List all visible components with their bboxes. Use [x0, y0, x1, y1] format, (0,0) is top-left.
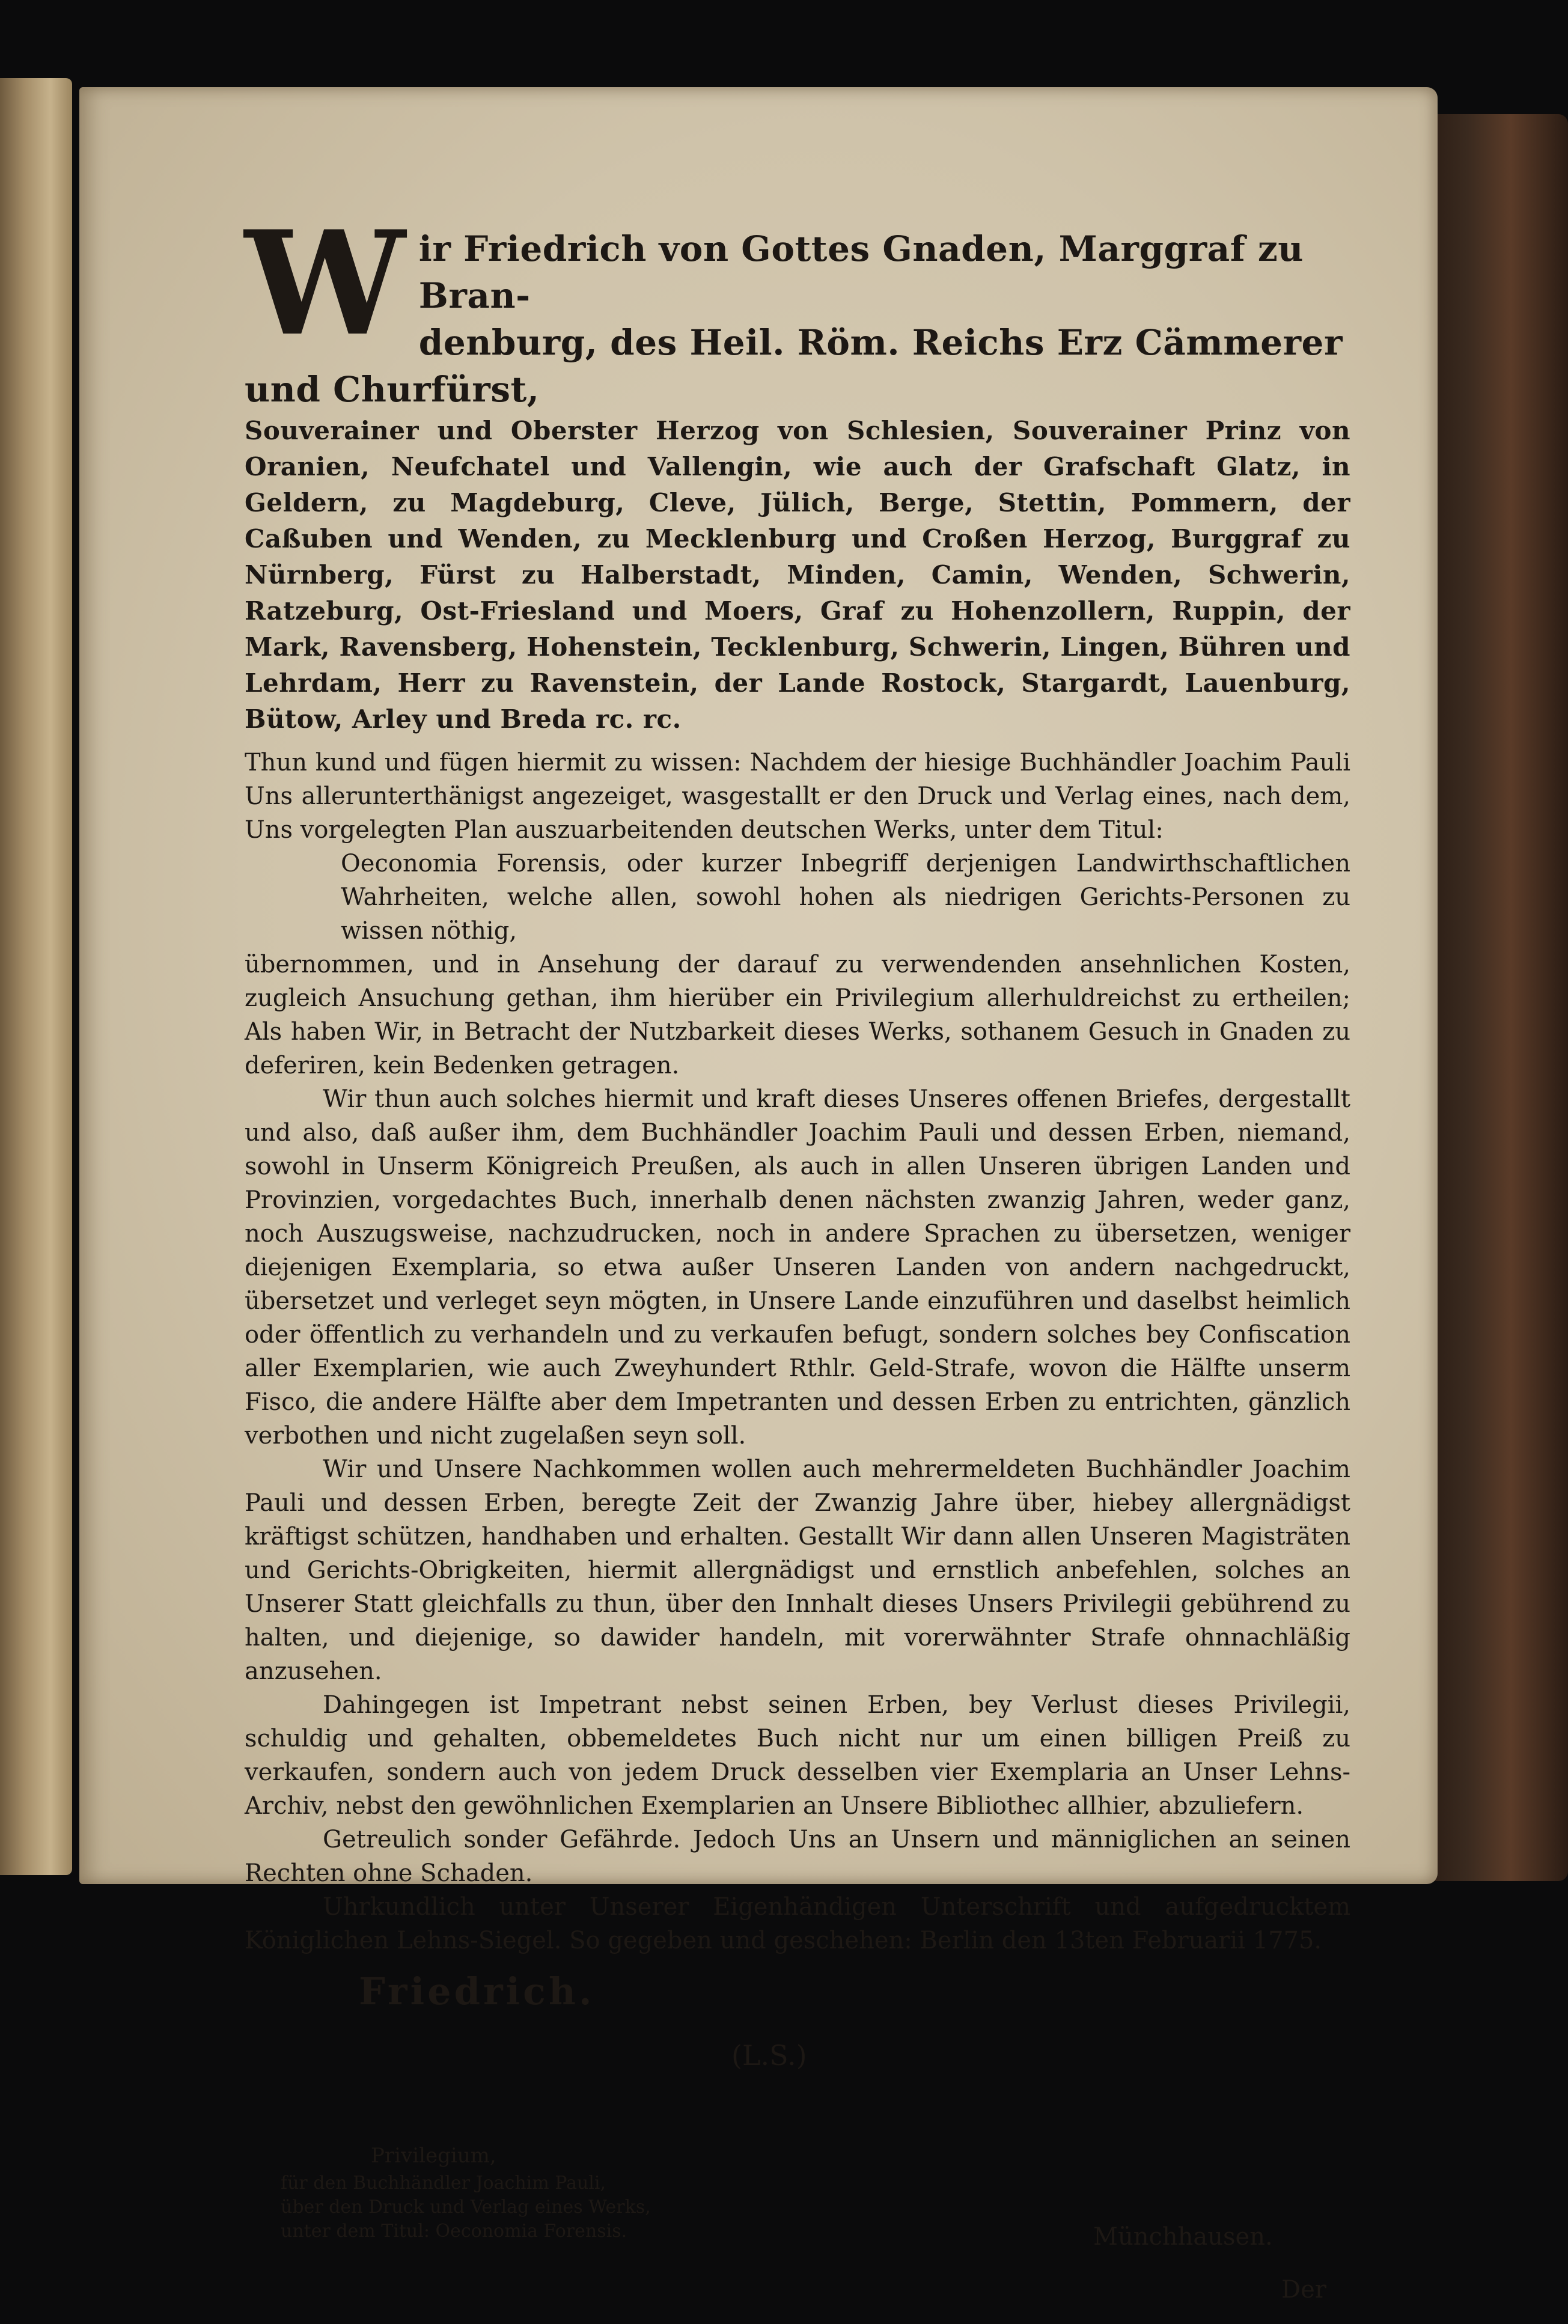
- countersignature: Münchhausen.: [1093, 2223, 1273, 2251]
- page-content: [245, 200, 1350, 2324]
- paragraph-certification: Uhrkundlich unter Unserer Eigenhändigen Unterschrift und aufgedrucktem Königlichen Lehns-Siegel. So gegeben und geschehen: Berlin den 13ten Februarii 1775.: [245, 1893, 1350, 1954]
- left-page-edge: [0, 78, 72, 1875]
- book-page: [79, 87, 1438, 2304]
- paragraph-announcement: Thun kund und fügen hiermit zu wissen: Nachdem der hiesige Buchhändler Joachim Pauli Uns allerunterthänigst angezeiget, wasgestallt er den Druck und Verlag eines, nach dem, Uns vorgelegten Plan auszuarbeitenden deutschen Werks, unter dem Titul:: [245, 749, 1350, 844]
- paragraph-obligations: Dahingegen ist Impetrant nebst seinen Erben, bey Verlust dieses Privilegii, schuldig und gehalten, obbemeldetes Buch nicht nur um einen billigen Preiß zu verkaufen, sondern auch von jedem Druck desselben vier Exemplaria an Unser Lehns-Archiv, nebst den gewöhnlichen Exemplarien an Unsere Bibliothec allhier, abzuliefern.: [245, 1691, 1350, 1820]
- paragraph-faithfully: Getreulich sonder Gefährde. Jedoch Uns an Unsern und männiglichen an seinen Rechten ohne Schaden.: [245, 1826, 1350, 1887]
- book-title-quote: Oeconomia Forensis, oder kurzer Inbegriff derjenigen Landwirthschaftlichen Wahrheiten, welche allen, sowohl hohen als niedrigen Gerichts-Personen zu wissen nöthig,: [341, 850, 1350, 945]
- paragraph-grant: Wir thun auch solches hiermit und kraft dieses Unseres offenen Briefes, dergestallt und also, daß außer ihm, dem Buchhändler Joachim Pauli und dessen Erben, niemand, sowohl in Unserm Königreich Preußen, als auch in allen Unseren übrigen Landen und Provinzien, vorgedachtes Buch, innerhalb denen nächsten zwanzig Jahren, weder ganz, noch Auszugsweise, nachzudrucken, noch in andere Sprachen zu übersetzen, weniger diejenigen Exemplaria, so etwa außer Unseren Landen von andern nachgedruckt, übersetzet und verleget seyn mögten, in Unsere Lande einzuführen und daselbst heimlich oder öffentlich zu verhandeln und zu verkaufen befugt, sondern solches bey Confiscation aller Exemplarien, wie auch Zweyhundert Rthlr. Geld-Strafe, wovon die Hälfte unserm Fisco, die andere Hälfte aber dem Impetranten und dessen Erben zu entrichten, gänzlich verbothen und nicht zugelaßen seyn soll.: [245, 1085, 1350, 1450]
- seal-mark: (L.S.): [731, 2039, 807, 2072]
- opening-line-2: denburg, des Heil. Röm. Reichs Erz Cämmerer und Churfürst,: [245, 322, 1343, 410]
- paragraph-protection: Wir und Unsere Nachkommen wollen auch mehrermeldeten Buchhändler Joachim Pauli und dessen Erben, beregte Zeit der Zwanzig Jahre über, hiebey allergnädigst kräftigst schützen, handhaben und erhalten. Gestallt Wir dann allen Unseren Magisträten und Gerichts-Obrigkeiten, hiermit allergnädigst und ernstlich anbefehlen, solches an Unserer Statt gleichfalls zu thun, über den Innhalt dieses Unsers Privilegii gebührend zu halten, und diejenige, so dawider handeln, mit vorerwähnter Strafe ohnnachläßig anzusehen.: [245, 1456, 1350, 1685]
- drop-cap: W: [245, 200, 406, 368]
- book-cover-edge: [1424, 114, 1568, 1881]
- note-line-1: für den Buchhändler Joachim Pauli,: [281, 2173, 606, 2194]
- body-text: [245, 746, 1350, 1957]
- catchword: Der: [1281, 2276, 1326, 2304]
- opening-line-1: ir Friedrich von Gottes Gnaden, Marggraf zu Bran-: [418, 228, 1304, 316]
- opening-heading: [245, 200, 1350, 737]
- paragraph-request: übernommen, und in Ansehung der darauf zu verwendenden ansehnlichen Kosten, zugleich Ansuchung gethan, ihm hierüber ein Privilegium allerhuldreichst zu ertheilen; Als haben Wir, in Betracht der Nutzbarkeit dieses Werks, sothanem Gesuch in Gnaden zu deferiren, kein Bedenken getragen.: [245, 951, 1350, 1079]
- royal-signature: Friedrich.: [359, 1969, 595, 2013]
- note-title: Privilegium,: [371, 2144, 496, 2168]
- signature-block: [245, 1963, 1350, 2324]
- royal-titles: Souverainer und Oberster Herzog von Schlesien, Souverainer Prinz von Oranien, Neufchatel und Vallengin, wie auch der Grafschaft Glatz, in Geldern, zu Magdeburg, Cleve, Jülich, Berge, Stettin, Pommern, der Caßuben und Wenden, zu Mecklenburg und Croßen Herzog, Burggraf zu Nürnberg, Fürst zu Halberstadt, Minden, Camin, Wenden, Schwerin, Ratzeburg, Ost-Friesland und Moers, Graf zu Hohenzollern, Ruppin, der Mark, Ravensberg, Hohenstein, Tecklenburg, Schwerin, Lingen, Bühren und Lehrdam, Herr zu Ravenstein, der Lande Rostock, Stargardt, Lauenburg, Bütow, Arley und Breda rc. rc.: [245, 416, 1350, 734]
- note-line-2: über den Druck und Verlag eines Werks,: [281, 2197, 651, 2218]
- note-line-3: unter dem Titul: Oeconomia Forensis.: [281, 2221, 627, 2242]
- privilege-note: [245, 2144, 651, 2243]
